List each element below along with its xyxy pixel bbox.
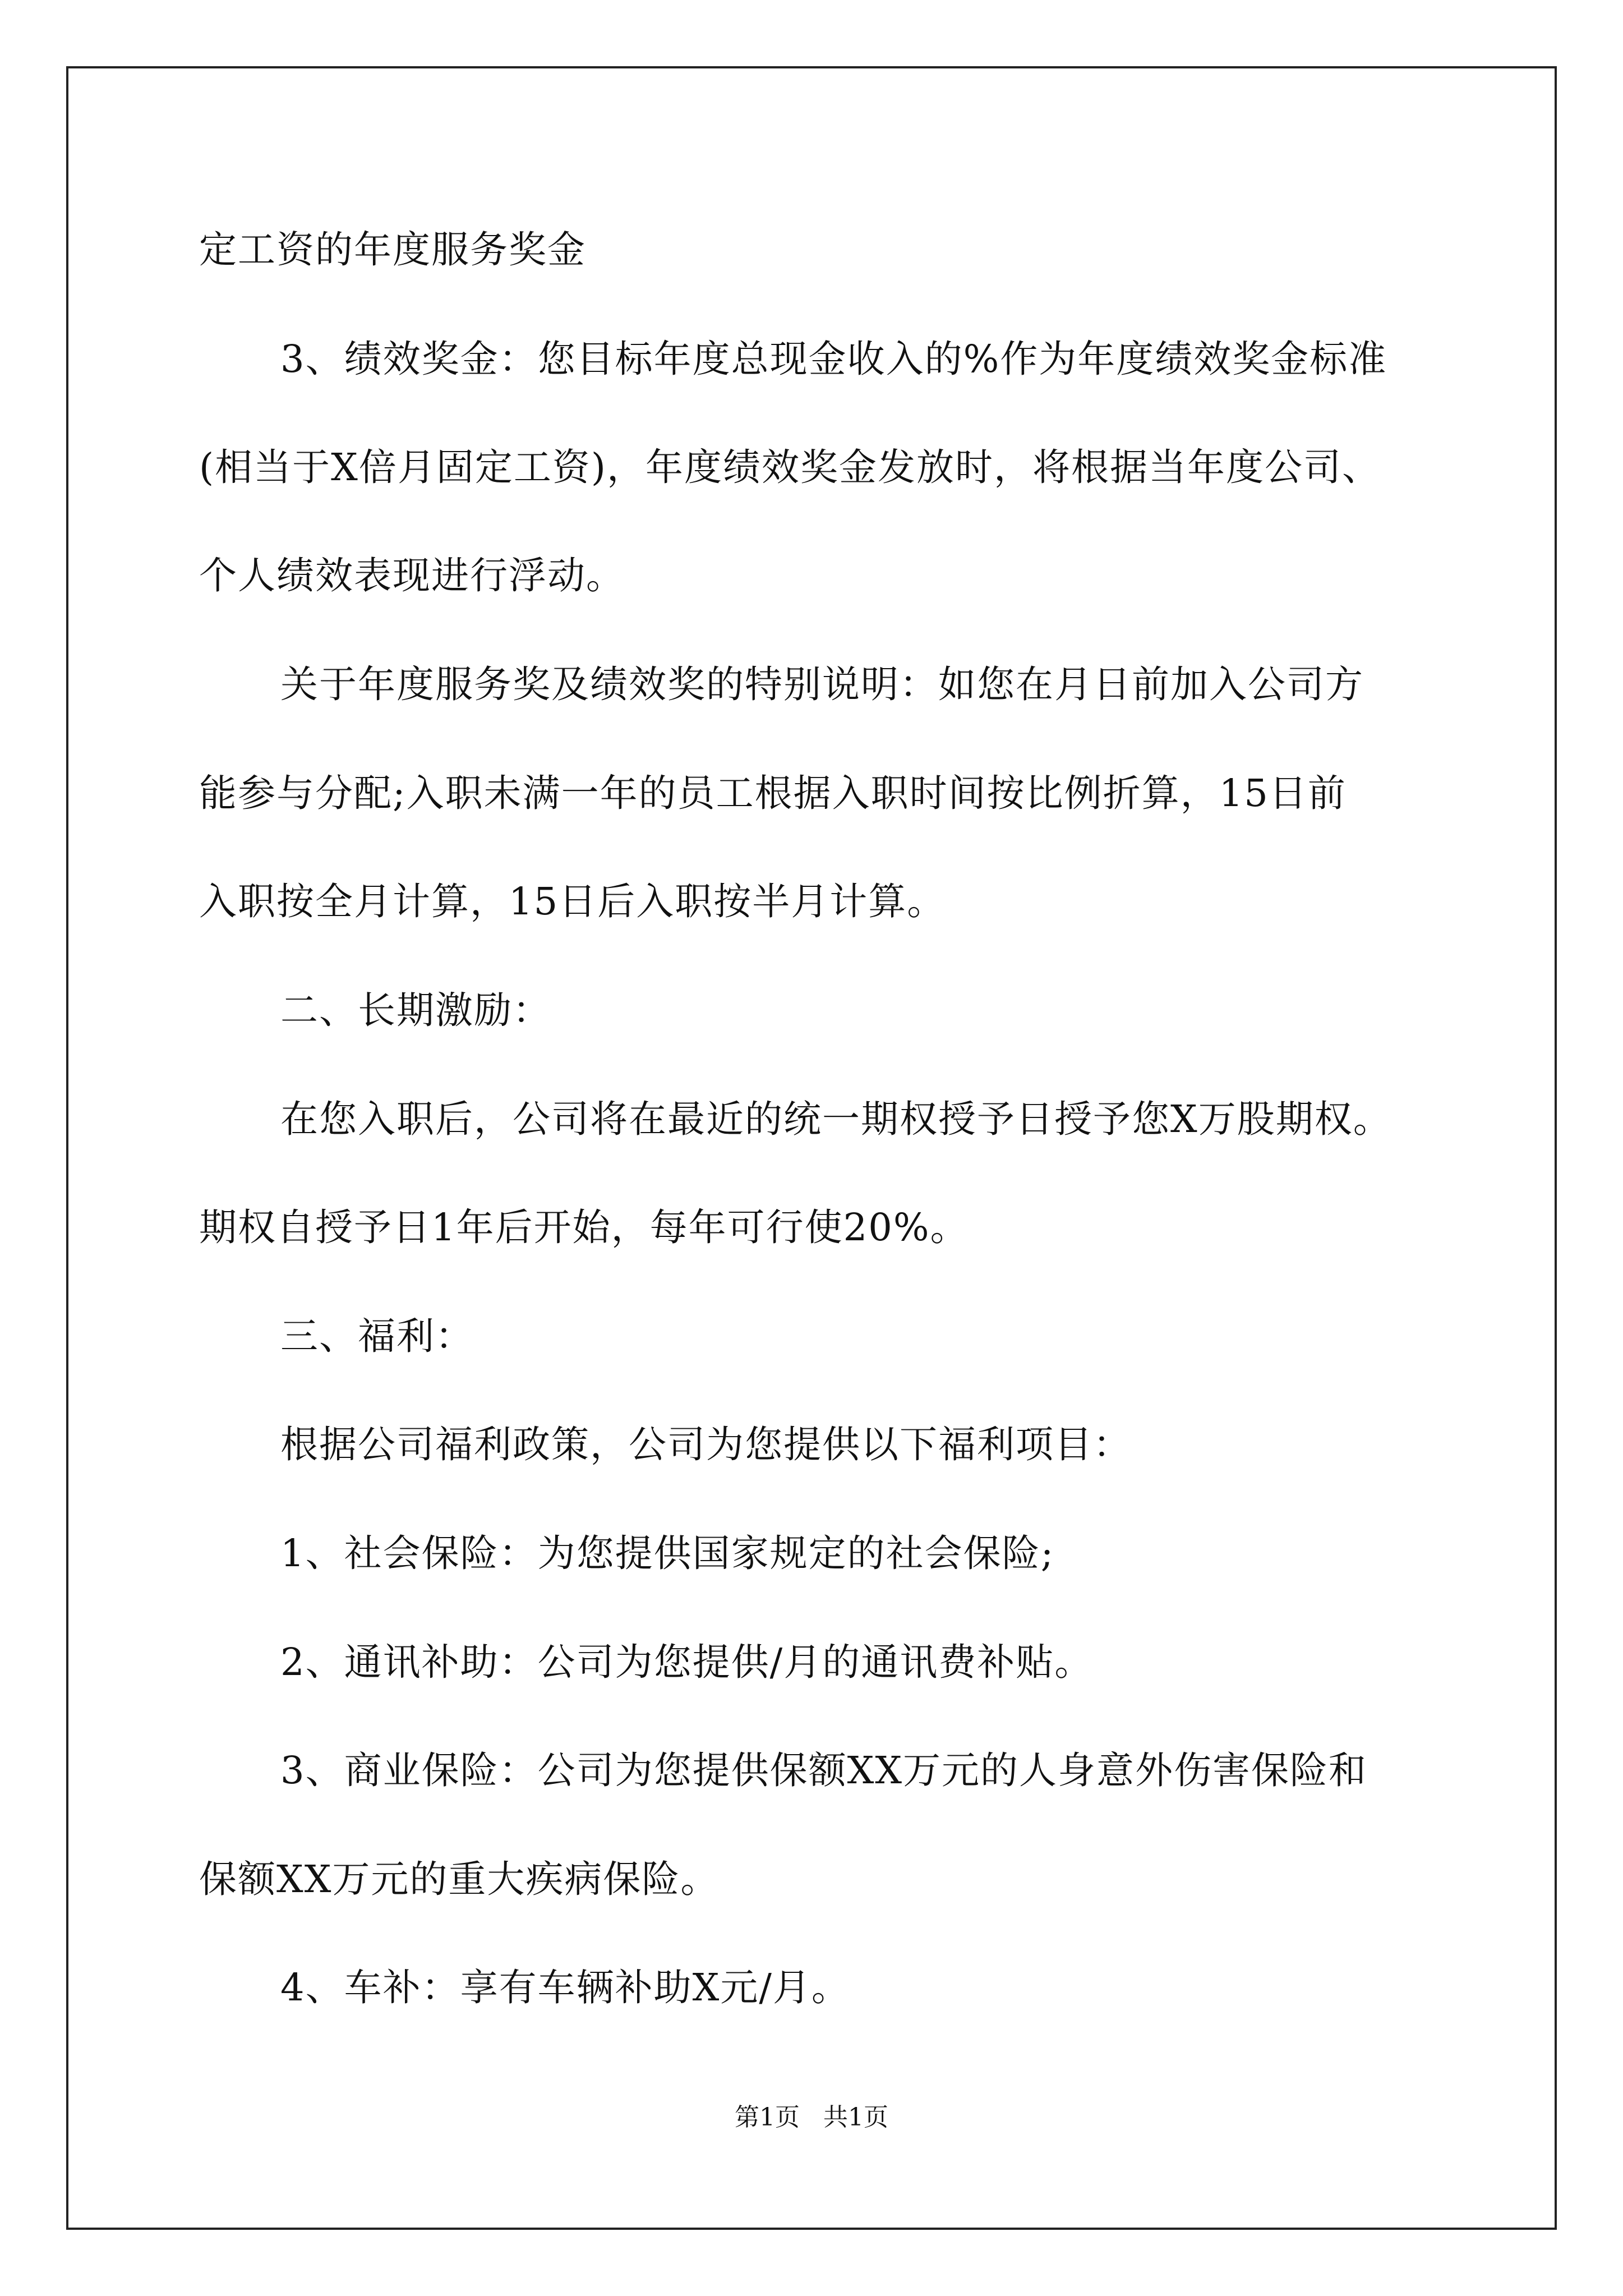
text-line: 保额XX万元的重大疾病保险。 [199,1857,720,1901]
text-line: 个人绩效表现进行浮动。 [199,554,625,597]
list-item: 1、社会保险：为您提供国家规定的社会保险; [280,1531,1055,1575]
total-pages: 共1页 [823,2103,888,2132]
list-item: 3、商业保险：公司为您提供保额XX万元的人身意外伤害保险和 [280,1749,1368,1792]
text-line: (相当于X倍月固定工资)，年度绩效奖金发放时，将根据当年度公司、 [199,445,1381,489]
list-item: 2、通讯补助：公司为您提供/月的通讯费补贴。 [280,1640,1094,1684]
text-line: 关于年度服务奖及绩效奖的特别说明：如您在月日前加入公司方 [280,662,1364,706]
text-line: 期权自授予日1年后开始，每年可行使20%。 [199,1205,969,1249]
text-line: 在您入职后，公司将在最近的统一期权授予日授予您X万股期权。 [280,1097,1392,1141]
page-number: 第1页 [735,2103,800,2132]
text-line: 定工资的年度服务奖金 [199,228,586,272]
text-line: 能参与分配;入职未满一年的员工根据入职时间按比例折算，15日前 [199,771,1347,815]
section-heading: 二、长期激励： [280,988,551,1032]
list-item: 4、车补：享有车辆补助X元/月。 [280,1966,850,2009]
section-heading: 三、福利： [280,1314,474,1358]
text-line: 入职按全月计算，15日后入职按半月计算。 [199,880,946,923]
text-line: 3、绩效奖金：您目标年度总现金收入的%作为年度绩效奖金标准 [280,337,1387,381]
page-footer [0,2101,1623,2134]
text-line: 根据公司福利政策，公司为您提供以下福利项目： [280,1423,1132,1466]
page-frame [66,66,1557,2230]
